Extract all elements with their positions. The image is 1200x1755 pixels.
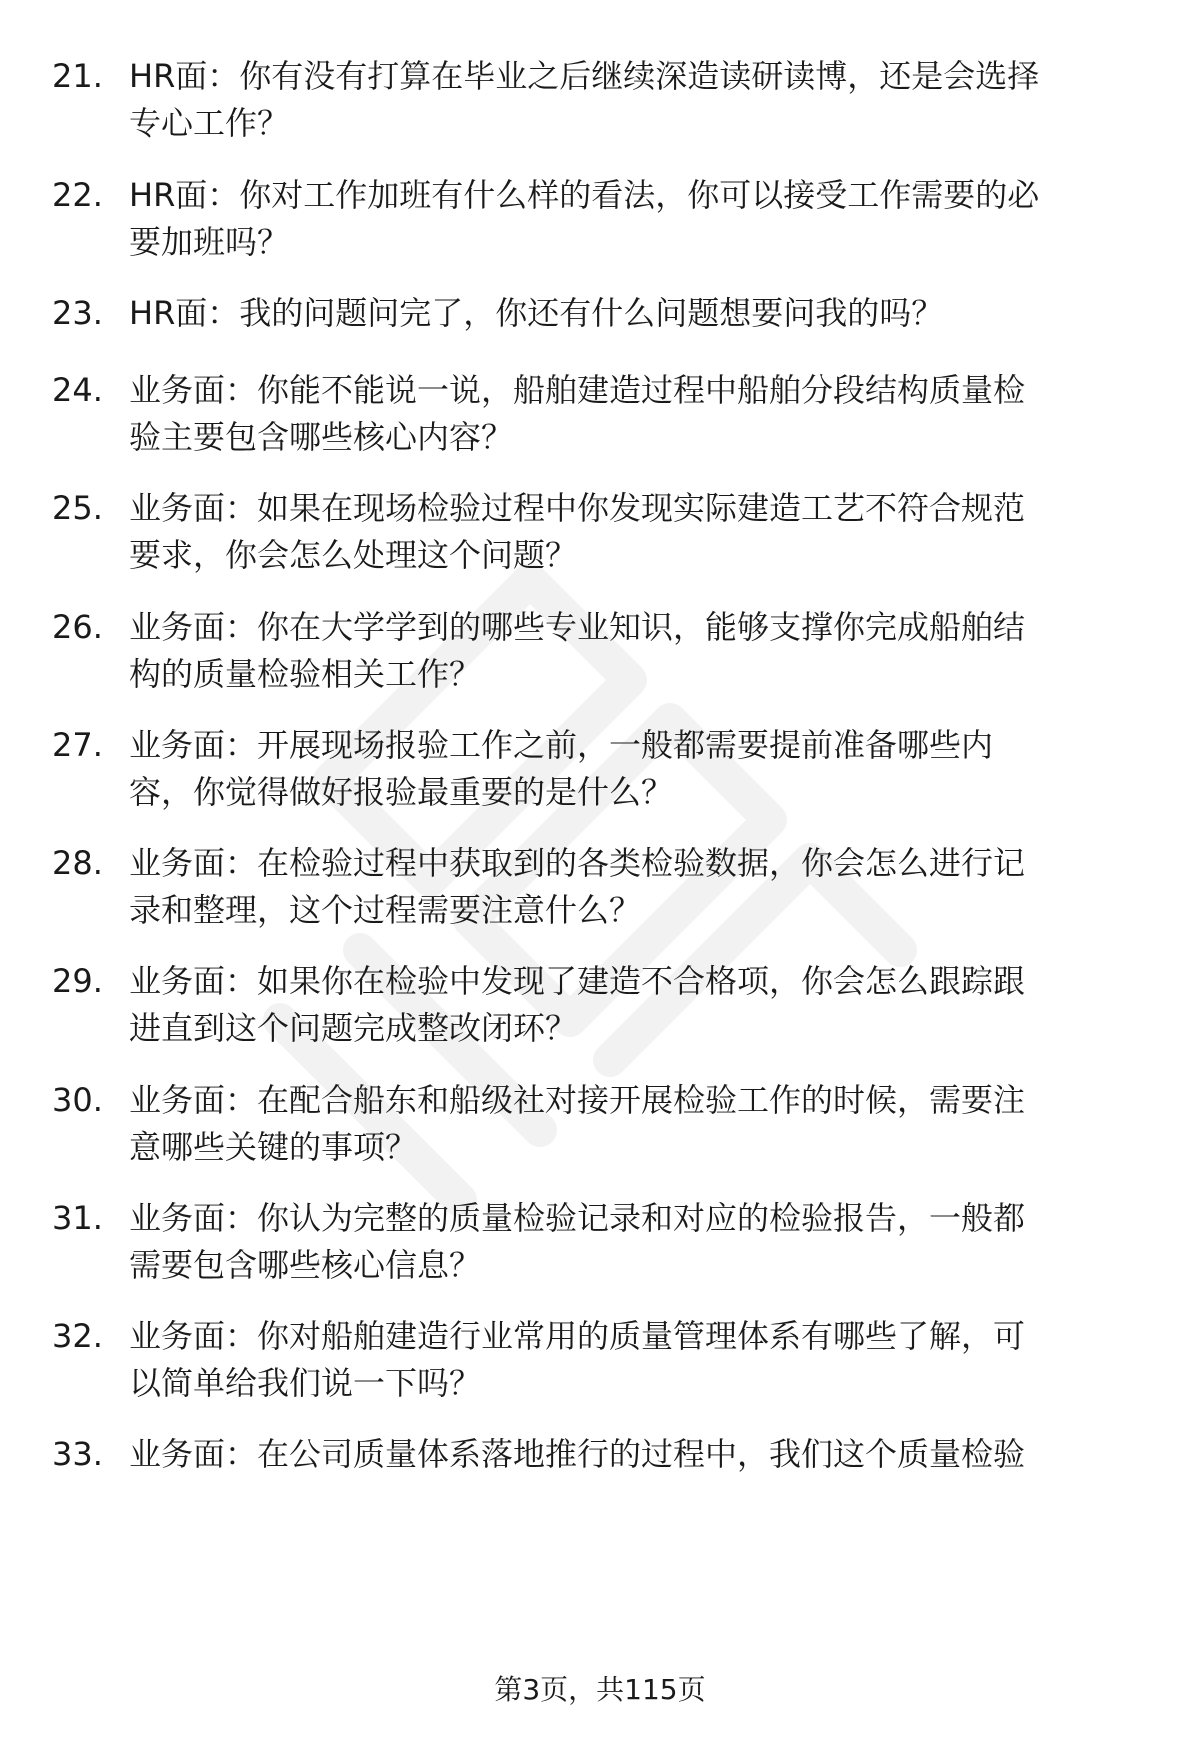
- question-line: 意哪些关键的事项？: [129, 1128, 418, 1166]
- question-line: 容，你觉得做好报验最重要的是什么？: [129, 773, 674, 811]
- question-text: [129, 958, 1159, 1052]
- question-text: [129, 485, 1159, 579]
- question-text: [129, 722, 1159, 816]
- question-number: 24.: [52, 371, 103, 409]
- question-text: [129, 840, 1159, 934]
- question-line: 业务面：你能不能说一说，船舶建造过程中船舶分段结构质量检: [129, 371, 1026, 409]
- question-text: [129, 1195, 1159, 1289]
- question-line: 业务面：你认为完整的质量检验记录和对应的检验报告，一般都: [129, 1199, 1026, 1237]
- question-number: 26.: [52, 608, 103, 646]
- question-text: [129, 604, 1159, 698]
- question-line: HR面：你有没有打算在毕业之后继续深造读研读博，还是会选择: [129, 57, 1040, 95]
- question-number: 29.: [52, 962, 103, 1000]
- question-text: [129, 53, 1159, 147]
- question-line: HR面：我的问题问完了，你还有什么问题想要问我的吗？: [129, 294, 944, 332]
- question-line: 业务面：如果在现场检验过程中你发现实际建造工艺不符合规范: [129, 489, 1026, 527]
- question-line: 要求，你会怎么处理这个问题？: [129, 536, 578, 574]
- question-number: 23.: [52, 294, 103, 332]
- question-text: [129, 367, 1159, 461]
- question-line: 以简单给我们说一下吗？: [129, 1364, 482, 1402]
- question-number: 28.: [52, 844, 103, 882]
- question-line: 录和整理，这个过程需要注意什么？: [129, 891, 642, 929]
- question-line: 业务面：在检验过程中获取到的各类检验数据，你会怎么进行记: [129, 844, 1026, 882]
- question-number: 32.: [52, 1317, 103, 1355]
- question-text: [129, 1313, 1159, 1407]
- question-line: 需要包含哪些核心信息？: [129, 1246, 482, 1284]
- question-line: 业务面：在公司质量体系落地推行的过程中，我们这个质量检验: [129, 1435, 1026, 1473]
- question-line: 业务面：开展现场报验工作之前，一般都需要提前准备哪些内: [129, 726, 994, 764]
- question-number: 27.: [52, 726, 103, 764]
- question-text: [129, 1077, 1159, 1171]
- question-number: 31.: [52, 1199, 103, 1237]
- question-line: 要加班吗？: [129, 223, 290, 261]
- question-number: 33.: [52, 1435, 103, 1473]
- question-number: 30.: [52, 1081, 103, 1119]
- question-line: 构的质量检验相关工作？: [129, 655, 482, 693]
- page-number-footer: 第3页，共115页: [494, 1673, 706, 1706]
- question-line: 业务面：你对船舶建造行业常用的质量管理体系有哪些了解，可: [129, 1317, 1026, 1355]
- question-number: 22.: [52, 176, 103, 214]
- question-line: 业务面：如果你在检验中发现了建造不合格项，你会怎么跟踪跟: [129, 962, 1026, 1000]
- question-line: 验主要包含哪些核心内容？: [129, 418, 514, 456]
- question-number: 21.: [52, 57, 103, 95]
- question-text: [129, 172, 1159, 266]
- question-line: 进直到这个问题完成整改闭环？: [129, 1009, 578, 1047]
- question-number: 25.: [52, 489, 103, 527]
- question-text: [129, 1431, 1159, 1478]
- question-line: 专心工作？: [129, 104, 290, 142]
- question-line: 业务面：在配合船东和船级社对接开展检验工作的时候，需要注: [129, 1081, 1026, 1119]
- question-text: [129, 290, 1159, 337]
- question-line: 业务面：你在大学学到的哪些专业知识，能够支撑你完成船舶结: [129, 608, 1026, 646]
- question-line: HR面：你对工作加班有什么样的看法，你可以接受工作需要的必: [129, 176, 1040, 214]
